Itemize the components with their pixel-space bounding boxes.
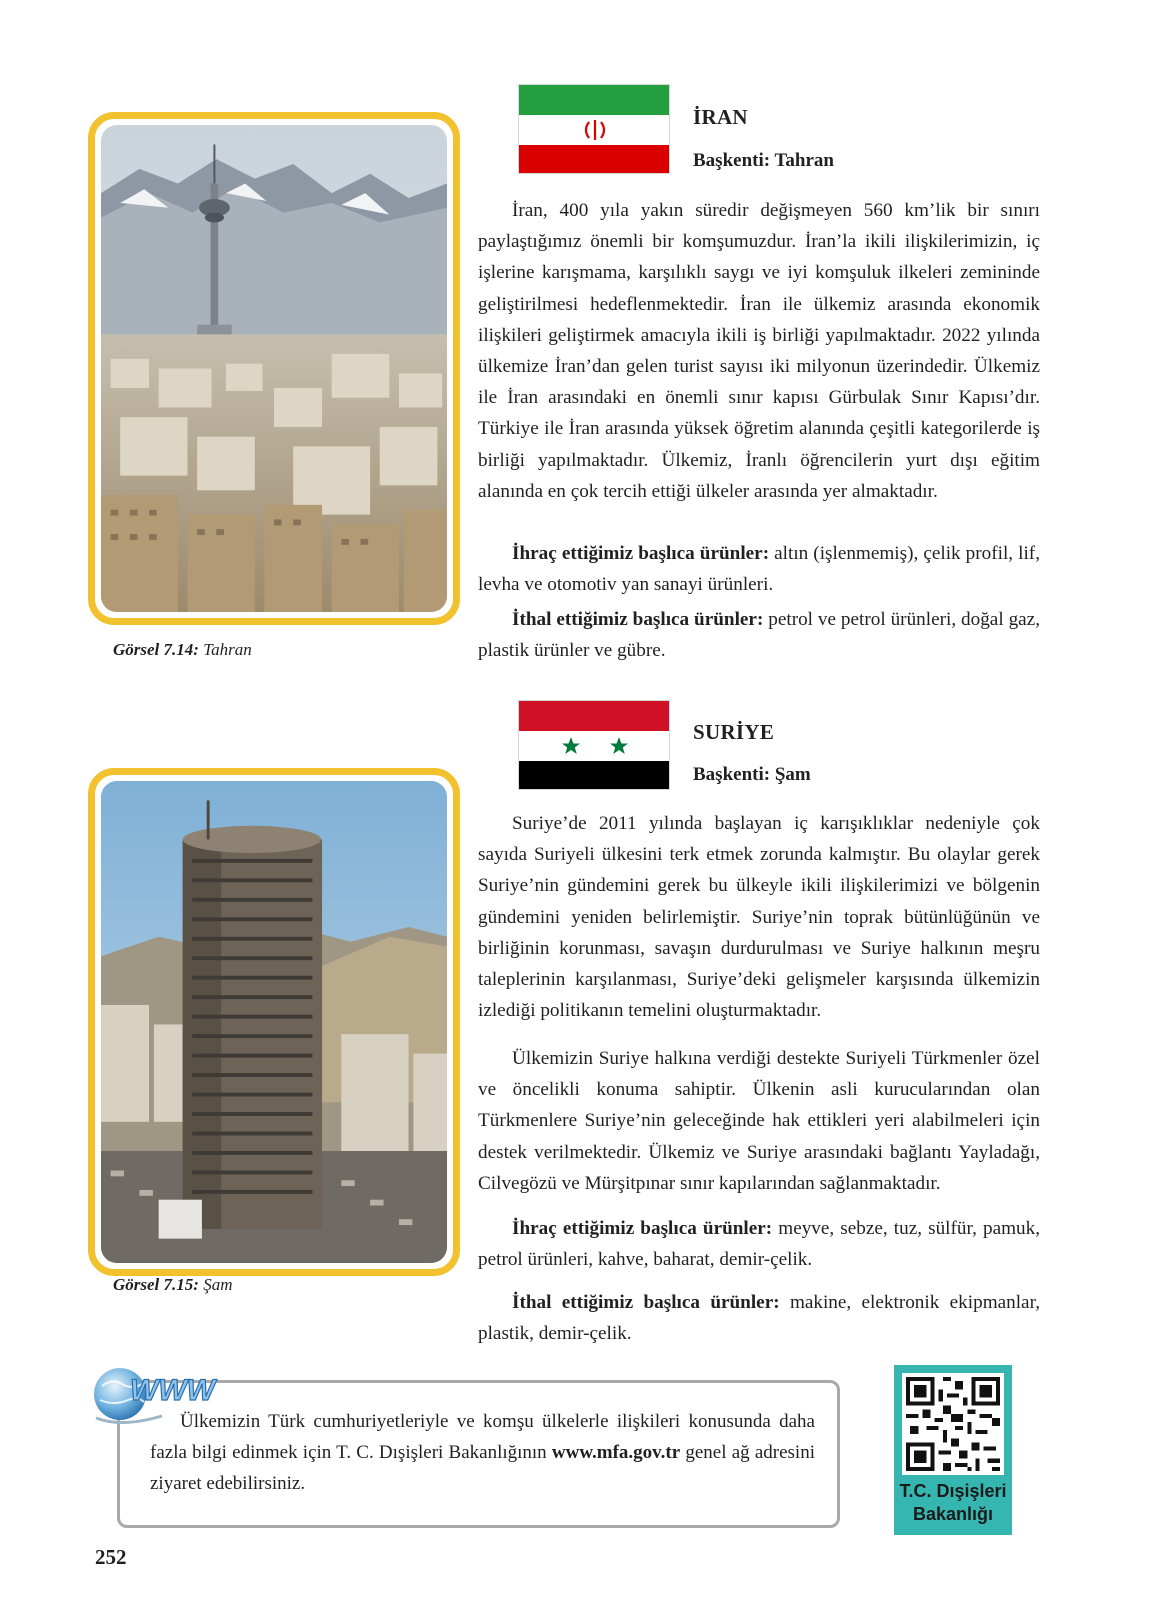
- qr-code-box[interactable]: [894, 1365, 1012, 1535]
- iran-export-label: İhraç ettiğimiz başlıca ürünler:: [512, 543, 770, 564]
- syria-paragraph-1-text: Suriye’de 2011 yılında başlayan iç karışıklıklar nedeniyle çok sayıda Suriyeli ülkesini terk etmek zorunda kalmıştır. Bu olaylar gerek Suriye’nin gündemini gerek bu ülkeyle ikili ilişkilerimizi ve bölgenin gündemini yeniden belirlemiştir. Suriye’nin toprak bütünlüğünün ve birliğinin korunması, savaşın durdurulması ve Suriye halkının meşru taleplerinin karşılanması, Suriye’deki gelişmeler karşısında ülkemizin izlediği politikanın temelini oluşturmaktadır.: [478, 813, 1040, 1022]
- iran-paragraph: [478, 195, 1040, 507]
- iran-title: İRAN: [693, 105, 748, 129]
- page-number: 252: [95, 1545, 127, 1569]
- www-logo-text: WWW: [130, 1374, 215, 1407]
- tahran-photo-frame: [88, 112, 460, 625]
- syria-imports: [478, 1287, 1040, 1349]
- www-text-before: Ülkemizin Türk cumhuriyetleriyle ve komşu ülkelerle ilişkileri konusunda daha fazla bilgi edinmek için T. C. Dışişleri Bakanlığının: [150, 1411, 815, 1463]
- iran-exports: [478, 538, 1040, 600]
- sam-photo-frame: [88, 768, 460, 1276]
- iran-export-text: altın (işlenmemiş), çelik profil, lif, levha ve otomotiv yan sanayi ürünleri.: [478, 543, 1040, 596]
- mfa-link[interactable]: www.mfa.gov.tr: [551, 1442, 681, 1463]
- iran-import-label: İthal ettiğimiz başlıca ürünler:: [512, 609, 764, 630]
- iran-imports: [478, 604, 1040, 666]
- iran-paragraph-text: İran, 400 yıla yakın süredir değişmeyen 560 km’lik bir sınırı paylaştığımız önemli bir komşumuzdur. İran’la ikili ilişkilerimizin, iç işlerine karışmama, karşılıklı saygı ve iyi komşuluk ilkeleri zemininde geliştirilmesi hedeflenmektedir. İran ile ülkemiz arasında ekonomik ilişkileri geliştirmek amacıyla ikili iş birliği yapılmaktadır. 2022 yılında ülkemize İran’dan gelen turist sayısı iki milyonun üzerindedir. Ülkemiz ile İran arasındaki en önemli sınır kapısı Gürbulak Sınır Kapısı’dır. Türkiye ile İran arasında yüksek öğretim alanında çeşitli kategorilerde iş birliği yapılmaktadır. Ülkemiz, İranlı öğrencilerin yurt dışı eğitim alanında en çok tercih ettiği ülkeler arasında yer almaktadır.: [478, 200, 1040, 502]
- iran-flag: [518, 84, 670, 174]
- caption-label: Görsel 7.14:: [113, 640, 199, 659]
- syria-export-label: İhraç ettiğimiz başlıca ürünler:: [512, 1218, 773, 1239]
- syria-paragraph-1: [478, 808, 1040, 1026]
- qr-label-line2: Bakanlığı: [912, 1504, 994, 1524]
- syria-import-label: İthal ettiğimiz başlıca ürünler:: [512, 1292, 780, 1313]
- caption-text: Şam: [198, 1275, 233, 1294]
- syria-paragraph-2-text: Ülkemizin Suriye halkına verdiği destekte Suriyeli Türkmenler özel ve öncelikli konuma sahiptir. Ülkenin asli kurucularından olan Türkmenlere Suriye’nin geleceğinde hak ettikleri yeri alabilmeleri için destek verilmektedir. Ülkemiz ve Suriye arasındaki bağlantı Yayladağı, Cilvegözü ve Mürşitpınar sınır kapılarından sağlanmaktadır.: [478, 1048, 1040, 1194]
- qr-label-line1: T.C. Dışişleri: [899, 1481, 1007, 1501]
- iran-import-text: petrol ve petrol ürünleri, doğal gaz, plastik ürünler ve gübre.: [478, 609, 1040, 662]
- www-info-text: [150, 1406, 815, 1499]
- caption-text: Tahran: [198, 640, 252, 659]
- syria-paragraph-2: [478, 1043, 1040, 1199]
- syria-capital: Başkenti: Şam: [693, 764, 811, 785]
- tahran-caption: [113, 640, 252, 660]
- sam-caption: [113, 1275, 232, 1295]
- tahran-photo: [101, 125, 447, 612]
- syria-flag: [518, 700, 670, 790]
- qr-code[interactable]: [902, 1373, 1004, 1475]
- qr-label: [894, 1480, 1012, 1526]
- syria-title: SURİYE: [693, 720, 775, 744]
- caption-label: Görsel 7.15:: [113, 1275, 199, 1294]
- iran-capital: Başkenti: Tahran: [693, 150, 834, 171]
- sam-photo: [101, 781, 447, 1263]
- syria-exports: [478, 1213, 1040, 1275]
- syria-export-text: meyve, sebze, tuz, sülfür, pamuk, petrol ürünleri, kahve, baharat, demir-çelik.: [478, 1218, 1040, 1271]
- syria-import-text: makine, elektronik ekipmanlar, plastik, demir-çelik.: [478, 1292, 1040, 1345]
- www-text-after: genel ağ adresini ziyaret edebilirsiniz.: [150, 1442, 815, 1494]
